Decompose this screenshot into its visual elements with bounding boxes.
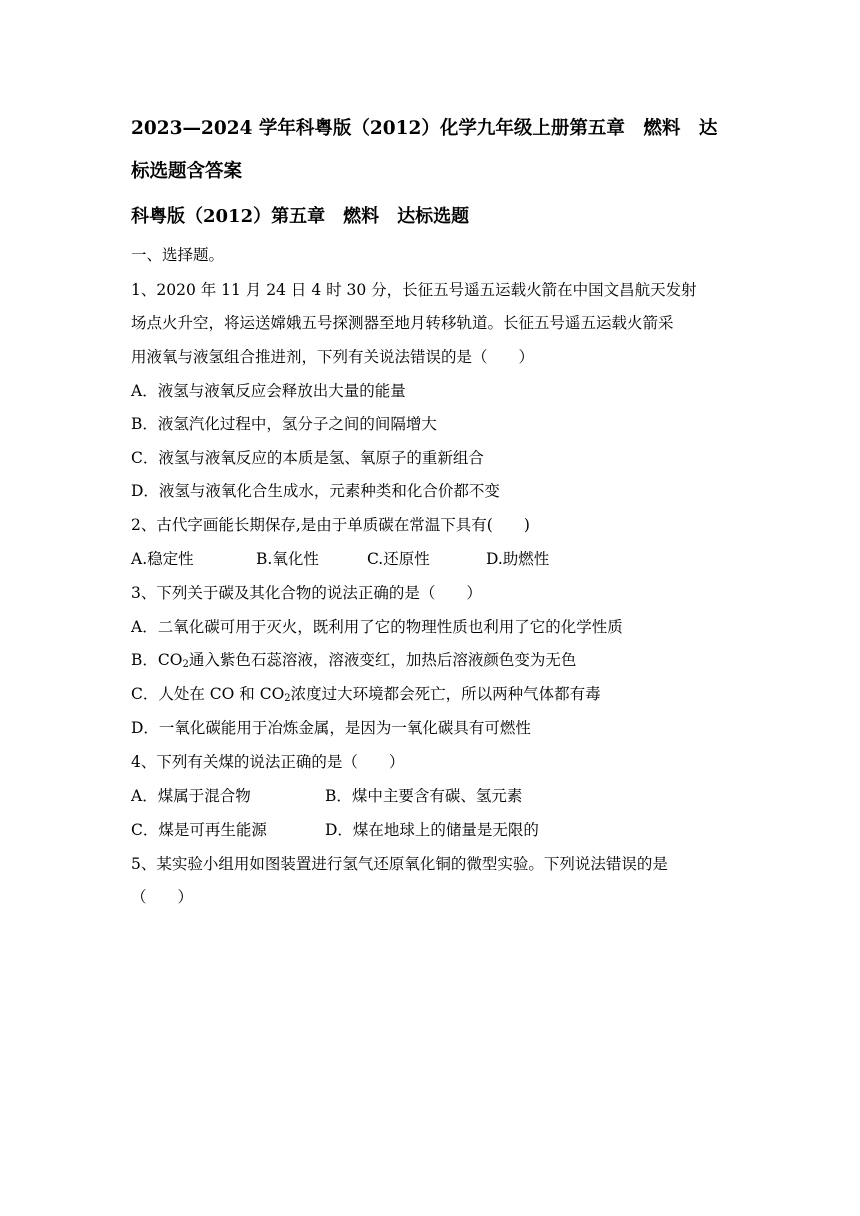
q1-option-c: C．液氢与液氧反应的本质是氢、氧原子的重新组合 [131, 449, 484, 467]
q3-option-a: A．二氧化碳可用于灭火，既利用了它的物理性质也利用了它的化学性质 [131, 618, 623, 636]
q2-stem: 2、古代字画能长期保存,是由于单质碳在常温下具有( ) [131, 516, 530, 534]
q1-stem-line-1: 1、2020 年 11 月 24 日 4 时 30 分，长征五号遥五运载火箭在中国文昌航天发射 [131, 281, 697, 299]
q3-option-c-text-1: C．人处在 CO 和 CO [131, 685, 285, 703]
q4-stem: 4、下列有关煤的说法正确的是（ ） [131, 753, 405, 771]
q4-option-a: A．煤属于混合物 [131, 787, 251, 805]
q2-option-c: C.还原性 [367, 550, 430, 568]
q2-option-a: A.稳定性 [131, 550, 194, 568]
q2-option-b: B.氧化性 [256, 550, 319, 568]
q3-option-b [131, 650, 576, 670]
q3-option-d: D．一氧化碳能用于冶炼金属，是因为一氧化碳具有可燃性 [131, 719, 531, 737]
q1-option-b: B．液氢汽化过程中，氢分子之间的间隔增大 [131, 415, 437, 433]
q3-option-b-text-1: B．CO [131, 651, 183, 669]
q4-option-d: D．煤在地球上的储量是无限的 [325, 821, 539, 839]
q3-stem: 3、下列关于碳及其化合物的说法正确的是（ ） [131, 584, 482, 602]
q1-stem-line-3: 用液氧与液氢组合推进剂，下列有关说法错误的是（ ） [131, 348, 535, 366]
q3-option-c-text-2: 浓度过大环境都会死亡，所以两种气体都有毒 [290, 685, 601, 703]
q3-option-c-subscript: 2 [284, 693, 291, 704]
q3-option-c [131, 684, 601, 704]
q3-option-b-subscript: 2 [182, 659, 189, 670]
document-subtitle: 科粤版（2012）第五章 燃料 达标选题 [131, 206, 470, 227]
document-title-line-1: 2023—2024 学年科粤版（2012）化学九年级上册第五章 燃料 达 [131, 118, 718, 139]
q1-option-d: D．液氢与液氧化合生成水，元素种类和化合价都不变 [131, 482, 500, 500]
q1-option-a: A．液氢与液氧反应会释放出大量的能量 [131, 382, 406, 400]
q4-option-b: B．煤中主要含有碳、氢元素 [325, 787, 523, 805]
section-heading: 一、选择题。 [131, 246, 225, 264]
q1-stem-line-2: 场点火升空，将运送嫦娥五号探测器至地月转移轨道。长征五号遥五运载火箭采 [131, 314, 674, 332]
q5-stem-line-2: （ ） [131, 888, 194, 906]
q4-option-c: C．煤是可再生能源 [131, 821, 267, 839]
q5-stem-line-1: 5、某实验小组用如图装置进行氢气还原氧化铜的微型实验。下列说法错误的是 [131, 855, 668, 873]
q3-option-b-text-2: 通入紫色石蕊溶液，溶液变红，加热后溶液颜色变为无色 [188, 651, 577, 669]
q2-option-d: D.助燃性 [486, 550, 550, 568]
document-title-line-2: 标选题含答案 [131, 161, 243, 182]
